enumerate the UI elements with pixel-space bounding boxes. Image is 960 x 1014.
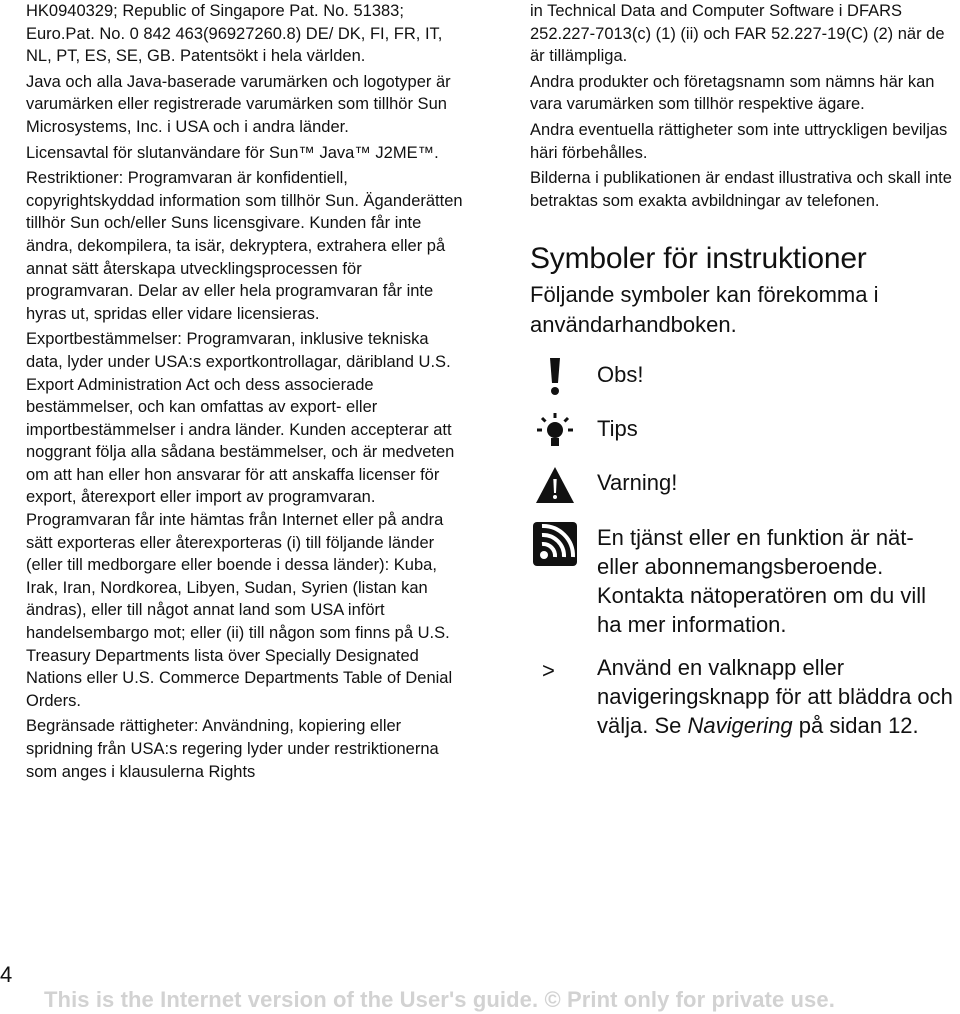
illustration-disclaimer-paragraph: Bilderna i publikationen är endast illustrativa och skall inte betraktas som exakta avbildningar av telefonen. <box>530 169 952 210</box>
lightbulb-icon <box>530 414 580 448</box>
rights-continuation-paragraph: in Technical Data and Computer Software i DFARS 252.227-7013(c) (1) (ii) och FAR 52.227-19(C) (2) när de är tillämpliga. <box>530 2 945 66</box>
license-heading: Licensavtal för slutanvändare för Sun™ Java™ J2ME™. <box>26 143 439 162</box>
patent-paragraph: HK0940329; Republic of Singapore Pat. No. 51383; Euro.Pat. No. 0 842 463(96927260.8) DE/ DK, FI, FR, IT, NL, PT, ES, SE, GB. Patentsökt i hela världen. <box>26 2 443 66</box>
navigation-marker-glyph: > <box>542 657 555 683</box>
footer-note: This is the Internet version of the User's guide. © Print only for private use. <box>44 987 835 1012</box>
other-products-paragraph: Andra produkter och företagsnamn som nämns här kan vara varumärken som tillhör respektive ägare. <box>530 72 935 114</box>
navigation-text-after: på sidan 12. <box>792 713 919 739</box>
section-intro: Följande symboler kan förekomma i användarhandboken. <box>530 282 879 338</box>
symbol-list <box>530 360 955 740</box>
symbol-row-network <box>530 523 955 639</box>
symbol-row-varning <box>530 468 955 508</box>
navigation-marker <box>530 653 580 687</box>
restricted-rights-paragraph: Begränsade rättigheter: Användning, kopiering eller spridning från USA:s regering lyder under restriktionerna som anges i klausulerna Rights <box>26 717 439 781</box>
symbol-row-obs <box>530 360 955 400</box>
symbol-text-navigation <box>597 655 953 738</box>
symbol-text-varning: Varning! <box>597 470 678 496</box>
trademark-paragraph: Java och alla Java-baserade varumärken och logotyper är varumärken eller registrerade varumärken som tillhör Sun Microsystems, Inc. i USA och i andra länder. <box>26 72 451 136</box>
exclamation-icon <box>530 360 580 394</box>
navigation-text-before: Använd en valknapp eller navigeringsknapp för att bläddra och välja. Se <box>597 655 953 739</box>
warning-triangle-icon <box>530 468 580 502</box>
symbol-text-obs: Obs! <box>597 362 644 388</box>
reserved-rights-paragraph: Andra eventuella rättigheter som inte uttryckligen beviljas häri förbehålles. <box>530 120 948 162</box>
symbol-row-navigation <box>530 653 955 740</box>
section-title: Symboler för instruktioner <box>530 242 867 276</box>
export-paragraph: Exportbestämmelser: Programvaran, inklusive tekniska data, lyder under USA:s exportkontrollagar, däribland U.S. Export Administration Act och dess associerade bestämmelser, och kan omfattas av export- eller importbestämmelser i andra länder. Kunden accepterar att noggrant följa alla sådana bestämmelser, och är medveten om att han eller hon ansvarar för att anskaffa licenser för export, återexport eller import av programvaran. Programvaran får inte hämtas från Internet eller på andra sätt exporteras eller återexporteras (i) till följande länder (eller till medborgare eller boende i dessa länder): Kuba, Irak, Iran, Nordkorea, Libyen, Sudan, Syrien (listan kan ändras), eller till något annat land som USA infört handelsembargo mot; eller (ii) till någon som finns på U.S. Treasury Departments lista över Specially Designated Nations eller U.S. Commerce Departments Table of Denial Orders. <box>26 330 455 710</box>
right-column <box>530 0 955 740</box>
symbol-text-network: En tjänst eller en funktion är nät- eller abonnemangsberoende. Kontakta nätoperatören om du vill ha mer information. <box>597 525 926 638</box>
network-service-icon <box>530 519 580 569</box>
navigering-link[interactable]: Navigering <box>687 713 793 739</box>
restrictions-paragraph: Restriktioner: Programvaran är konfidentiell, copyrightskyddad information som tillhör Sun. Äganderätten tillhör Sun och/eller Suns licensgivare. Kunden får inte ändra, dekompilera, ta isär, dekryptera, extrahera eller på annat sätt återskapa utvecklingsprocessen för programvaran. Delar av eller hela programvaran får inte hyras ut, spridas eller vidare licensieras. <box>26 169 463 323</box>
page-number: 4 <box>0 962 13 987</box>
left-column <box>26 0 466 786</box>
symbol-row-tips <box>530 414 955 454</box>
symbol-text-tips: Tips <box>597 416 638 442</box>
